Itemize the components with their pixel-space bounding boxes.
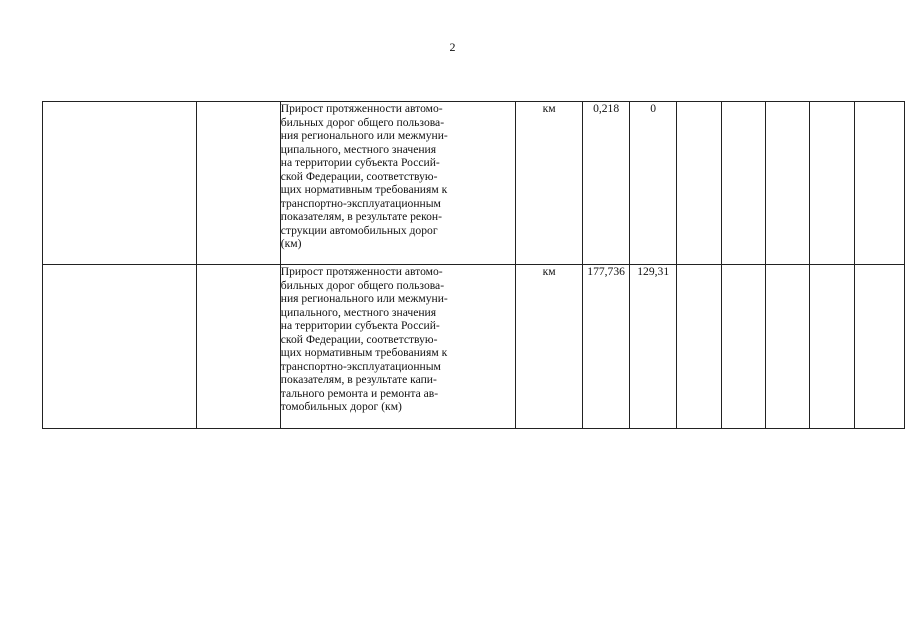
empty-cell bbox=[766, 265, 810, 429]
table-row bbox=[43, 265, 905, 429]
indicator-text-line: (км) bbox=[280, 237, 302, 250]
indicator-text-line: щих нормативным требованиям к bbox=[280, 346, 448, 359]
indicator-text-line: бильных дорог общего пользова- bbox=[280, 278, 445, 292]
empty-cell bbox=[43, 265, 197, 429]
indicator-text-line: ния регионального или межмуни- bbox=[280, 129, 448, 142]
indicator-text-line: Прирост протяженности автомо- bbox=[280, 102, 443, 115]
empty-cell bbox=[43, 102, 197, 265]
empty-cell bbox=[677, 265, 721, 429]
indicator-text-line: тального ремонта и ремонта ав- bbox=[280, 386, 439, 400]
indicator-table bbox=[42, 101, 905, 429]
empty-cell bbox=[854, 102, 904, 265]
indicator-text-line: Прирост протяженности автомо- bbox=[280, 265, 443, 278]
indicator-text-line: ципального, местного значения bbox=[280, 305, 437, 319]
indicator-text-line: на территории субъекта Россий- bbox=[280, 319, 440, 332]
page-number: 2 bbox=[449, 40, 456, 54]
indicator-text-line: струкции автомобильных дорог bbox=[280, 223, 438, 237]
indicator-text-line: на территории субъекта Россий- bbox=[280, 156, 440, 169]
indicator-text-line: бильных дорог общего пользова- bbox=[280, 115, 445, 129]
value-cell-2: 0 bbox=[630, 102, 677, 265]
indicator-text-line: томобильных дорог (км) bbox=[280, 400, 402, 413]
empty-cell bbox=[197, 102, 280, 265]
table-row bbox=[43, 102, 905, 265]
empty-cell bbox=[854, 265, 904, 429]
value-cell-1: 177,736 bbox=[582, 265, 629, 429]
value-cell-2: 129,31 bbox=[630, 265, 677, 429]
indicator-text-line: показателям, в результате рекон- bbox=[280, 210, 442, 223]
empty-cell bbox=[810, 265, 854, 429]
indicator-text-line: ципального, местного значения bbox=[280, 142, 437, 156]
empty-cell bbox=[721, 102, 765, 265]
indicator-text-line: ской Федерации, соответствую- bbox=[280, 169, 438, 183]
unit-cell: км bbox=[516, 265, 583, 429]
empty-cell bbox=[677, 102, 721, 265]
indicator-text-line: показателям, в результате капи- bbox=[280, 373, 437, 386]
unit-cell: км bbox=[516, 102, 583, 265]
indicator-name-cell bbox=[280, 102, 516, 265]
indicator-text-line: ния регионального или межмуни- bbox=[280, 292, 448, 305]
empty-cell bbox=[766, 102, 810, 265]
indicator-text-line: транспортно-эксплуатационным bbox=[280, 359, 441, 373]
empty-cell bbox=[721, 265, 765, 429]
value-cell-1: 0,218 bbox=[582, 102, 629, 265]
indicator-name-cell bbox=[280, 265, 516, 429]
indicator-text-line: транспортно-эксплуатационным bbox=[280, 196, 441, 210]
indicator-text-line: ской Федерации, соответствую- bbox=[280, 332, 438, 346]
indicator-text-line: щих нормативным требованиям к bbox=[280, 183, 448, 196]
empty-cell bbox=[810, 102, 854, 265]
empty-cell bbox=[197, 265, 280, 429]
